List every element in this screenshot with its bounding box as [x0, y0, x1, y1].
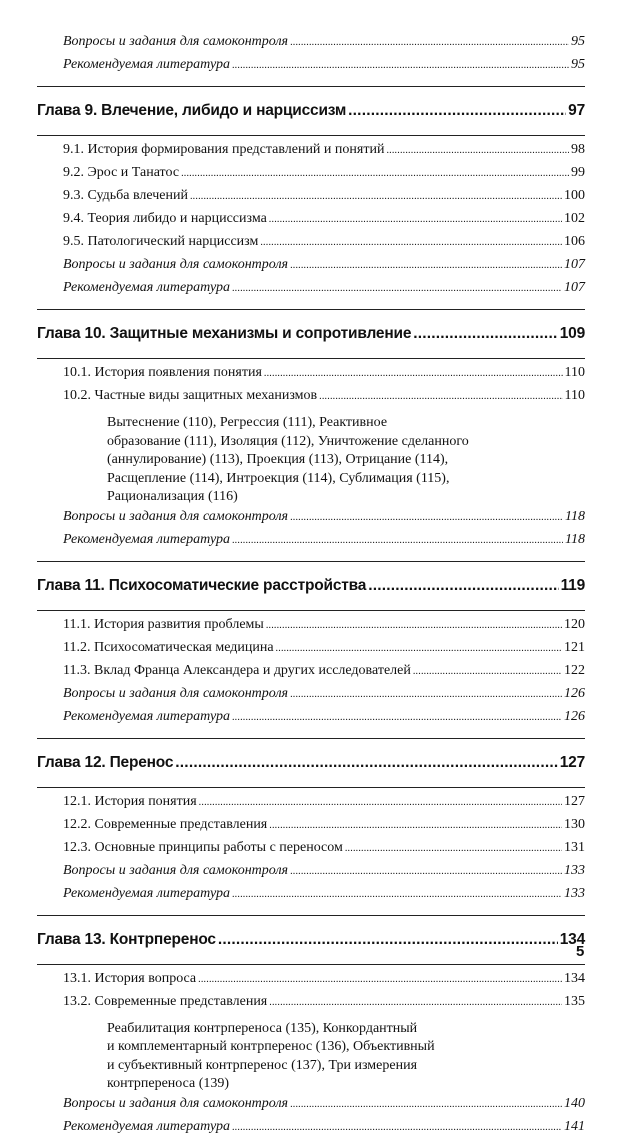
subsection-detail — [37, 414, 585, 507]
entry-page: 120 — [564, 616, 585, 632]
entry-page: 107 — [564, 257, 585, 272]
dot-leader — [232, 57, 569, 73]
subsection-detail — [37, 1020, 585, 1094]
dot-leader — [413, 316, 557, 352]
dot-leader — [345, 840, 562, 856]
entry-title: Глава 12. Перенос — [37, 753, 174, 771]
entry-title: 9.5. Патологический нарциссизм — [63, 234, 259, 249]
detail-line: и субъективный контрперенос (137), Три измерения — [107, 1057, 418, 1073]
toc-entry[interactable] — [37, 886, 585, 909]
detail-line: Вытеснение (110), Регрессия (111), Реактивное — [107, 415, 388, 430]
entry-title: Глава 13. Контрперенос — [37, 930, 216, 948]
entry-page: 131 — [564, 839, 585, 855]
dot-leader — [266, 617, 562, 633]
dot-leader — [218, 922, 558, 958]
entry-title: Вопросы и задания для самоконтроля — [63, 685, 289, 701]
toc-entry[interactable] — [37, 686, 585, 709]
entry-title: 11.3. Вклад Франца Александера и других исследователей — [63, 662, 411, 678]
toc-entry[interactable] — [37, 142, 585, 165]
entry-title: 13.2. Современные представления — [63, 993, 268, 1009]
entry-title: Рекомендуемая литература — [63, 280, 230, 295]
dot-leader — [319, 388, 562, 404]
entry-title: 9.2. Эрос и Танатос — [63, 165, 180, 180]
toc-entry[interactable] — [37, 57, 585, 80]
detail-line: и комплементарный контрперенос (136), Объективный — [107, 1039, 435, 1054]
toc-entry[interactable] — [37, 34, 585, 57]
dot-leader — [232, 280, 562, 296]
entry-page: 135 — [564, 993, 585, 1009]
detail-line: Расщепление (114), Интроекция (114), Сублимация (115), — [107, 470, 450, 486]
entry-page: 126 — [564, 708, 585, 724]
entry-title: Рекомендуемая литература — [63, 531, 230, 547]
section-divider — [37, 358, 585, 359]
entry-title: Вопросы и задания для самоконтроля — [63, 34, 289, 49]
entry-title: Рекомендуемая литература — [63, 57, 230, 72]
dot-leader — [386, 142, 569, 158]
section-divider — [37, 561, 585, 562]
entry-page: 133 — [564, 885, 585, 901]
entry-page: 95 — [571, 34, 585, 49]
entry-title: 9.1. История формирования представлений и понятий — [63, 142, 385, 157]
entry-title: Глава 11. Психосоматические расстройства — [37, 576, 367, 594]
detail-line: Рационализация (116) — [107, 489, 238, 504]
entry-page: 118 — [565, 508, 585, 524]
entry-title: 11.2. Психосоматическая медицина — [63, 639, 274, 655]
entry-page: 121 — [564, 639, 585, 655]
entry-page: 141 — [564, 1118, 585, 1134]
entry-page: 127 — [559, 753, 585, 771]
entry-title: Рекомендуемая литература — [63, 1118, 230, 1134]
toc-entry[interactable] — [37, 188, 585, 211]
detail-line: (аннулирование) (113), Проекция (113), Отрицание (114), — [107, 452, 449, 467]
section-divider — [37, 135, 585, 136]
entry-page: 118 — [565, 531, 585, 547]
section-divider — [37, 86, 585, 87]
entry-page: 100 — [564, 188, 585, 203]
entry-title: Рекомендуемая литература — [63, 708, 230, 724]
entry-title: 12.3. Основные принципы работы с переносом — [63, 839, 343, 855]
toc-entry[interactable] — [37, 211, 585, 234]
section-divider — [37, 964, 585, 965]
entry-page: 127 — [564, 793, 585, 809]
entry-title: Глава 10. Защитные механизмы и сопротивление — [37, 325, 412, 342]
entry-title: 9.4. Теория либидо и нарциссизма — [63, 211, 267, 226]
toc-entry[interactable] — [37, 663, 585, 686]
toc-entry[interactable] — [37, 280, 585, 303]
dot-leader — [232, 709, 562, 725]
entry-page: 130 — [564, 816, 585, 832]
toc-entry[interactable] — [37, 840, 585, 863]
dot-leader — [198, 971, 562, 987]
dot-leader — [232, 1119, 562, 1135]
detail-line: образование (111), Изоляция (112), Уничтожение сделанного — [107, 433, 469, 449]
dot-leader — [276, 640, 562, 656]
entry-page: 109 — [559, 325, 585, 342]
dot-leader — [290, 1096, 562, 1112]
toc-entry[interactable] — [37, 1096, 585, 1119]
dot-leader — [190, 188, 562, 204]
toc-entry[interactable] — [37, 532, 585, 555]
toc-entry[interactable] — [37, 817, 585, 840]
section-divider — [37, 787, 585, 788]
dot-leader — [260, 234, 562, 250]
dot-leader — [175, 745, 557, 781]
entry-page: 110 — [564, 365, 585, 380]
detail-line: контрпереноса (139) — [107, 1076, 230, 1091]
toc-chapter[interactable] — [37, 93, 585, 129]
dot-leader — [232, 532, 563, 548]
dot-leader — [290, 257, 562, 273]
toc-entry[interactable] — [37, 165, 585, 188]
toc-entry[interactable] — [37, 640, 585, 663]
toc-entry[interactable] — [37, 617, 585, 640]
section-divider — [37, 738, 585, 739]
entry-page: 95 — [571, 57, 585, 72]
entry-title: 11.1. История развития проблемы — [63, 616, 264, 632]
toc-entry[interactable] — [37, 365, 585, 388]
toc-entry[interactable] — [37, 794, 585, 817]
section-divider — [37, 915, 585, 916]
entry-page: 106 — [564, 234, 585, 249]
entry-page: 140 — [564, 1095, 585, 1111]
toc-entry[interactable] — [37, 234, 585, 257]
entry-page: 98 — [571, 142, 585, 157]
dot-leader — [264, 365, 563, 381]
entry-page: 97 — [568, 102, 585, 119]
entry-title: 12.2. Современные представления — [63, 816, 268, 832]
toc-entry[interactable] — [37, 388, 585, 411]
toc-entry[interactable] — [37, 863, 585, 886]
toc-entry[interactable] — [37, 1119, 585, 1142]
entry-title: 12.1. История понятия — [63, 793, 197, 809]
page-number: 5 — [576, 943, 585, 960]
dot-leader — [181, 165, 569, 181]
entry-title: 10.2. Частные виды защитных механизмов — [63, 388, 318, 403]
entry-title: Вопросы и задания для самоконтроля — [63, 862, 289, 878]
dot-leader — [269, 211, 562, 227]
dot-leader — [348, 93, 566, 129]
toc-entry[interactable] — [37, 257, 585, 280]
toc-entry[interactable] — [37, 709, 585, 732]
toc-entry[interactable] — [37, 509, 585, 532]
dot-leader — [368, 568, 558, 604]
section-divider — [37, 610, 585, 611]
entry-page: 126 — [564, 685, 585, 701]
entry-page: 119 — [560, 576, 585, 594]
entry-title: Рекомендуемая литература — [63, 885, 230, 901]
toc-chapter[interactable] — [37, 568, 585, 604]
entry-title: Вопросы и задания для самоконтроля — [63, 257, 289, 272]
dot-leader — [269, 817, 562, 833]
entry-title: 10.1. История появления понятия — [63, 365, 262, 380]
entry-title: Глава 9. Влечение, либидо и нарциссизм — [37, 102, 347, 119]
entry-title: 13.1. История вопроса — [63, 970, 197, 986]
dot-leader — [413, 663, 562, 679]
dot-leader — [269, 994, 562, 1010]
entry-title: Вопросы и задания для самоконтроля — [63, 508, 289, 524]
entry-title: Вопросы и задания для самоконтроля — [63, 1095, 289, 1111]
dot-leader — [199, 794, 562, 810]
section-divider — [37, 309, 585, 310]
entry-page: 110 — [564, 388, 585, 403]
entry-page: 134 — [564, 970, 585, 986]
dot-leader — [290, 686, 562, 702]
toc-entry[interactable] — [37, 994, 585, 1017]
toc-chapter[interactable] — [37, 316, 585, 352]
toc-chapter[interactable] — [37, 745, 585, 781]
dot-leader — [290, 509, 563, 525]
entry-page: 133 — [564, 862, 585, 878]
detail-line: Реабилитация контрпереноса (135), Конкордантный — [107, 1020, 418, 1036]
entry-page: 122 — [564, 662, 585, 678]
table-of-contents — [37, 34, 585, 1142]
dot-leader — [232, 886, 562, 902]
toc-entry[interactable] — [37, 971, 585, 994]
entry-page: 107 — [564, 280, 585, 295]
entry-title: 9.3. Судьба влечений — [63, 188, 188, 203]
dot-leader — [290, 863, 562, 879]
dot-leader — [290, 34, 569, 50]
toc-chapter[interactable] — [37, 922, 585, 958]
entry-page: 102 — [564, 211, 585, 226]
entry-page: 99 — [571, 165, 585, 180]
entry-page: 134 — [559, 930, 585, 948]
